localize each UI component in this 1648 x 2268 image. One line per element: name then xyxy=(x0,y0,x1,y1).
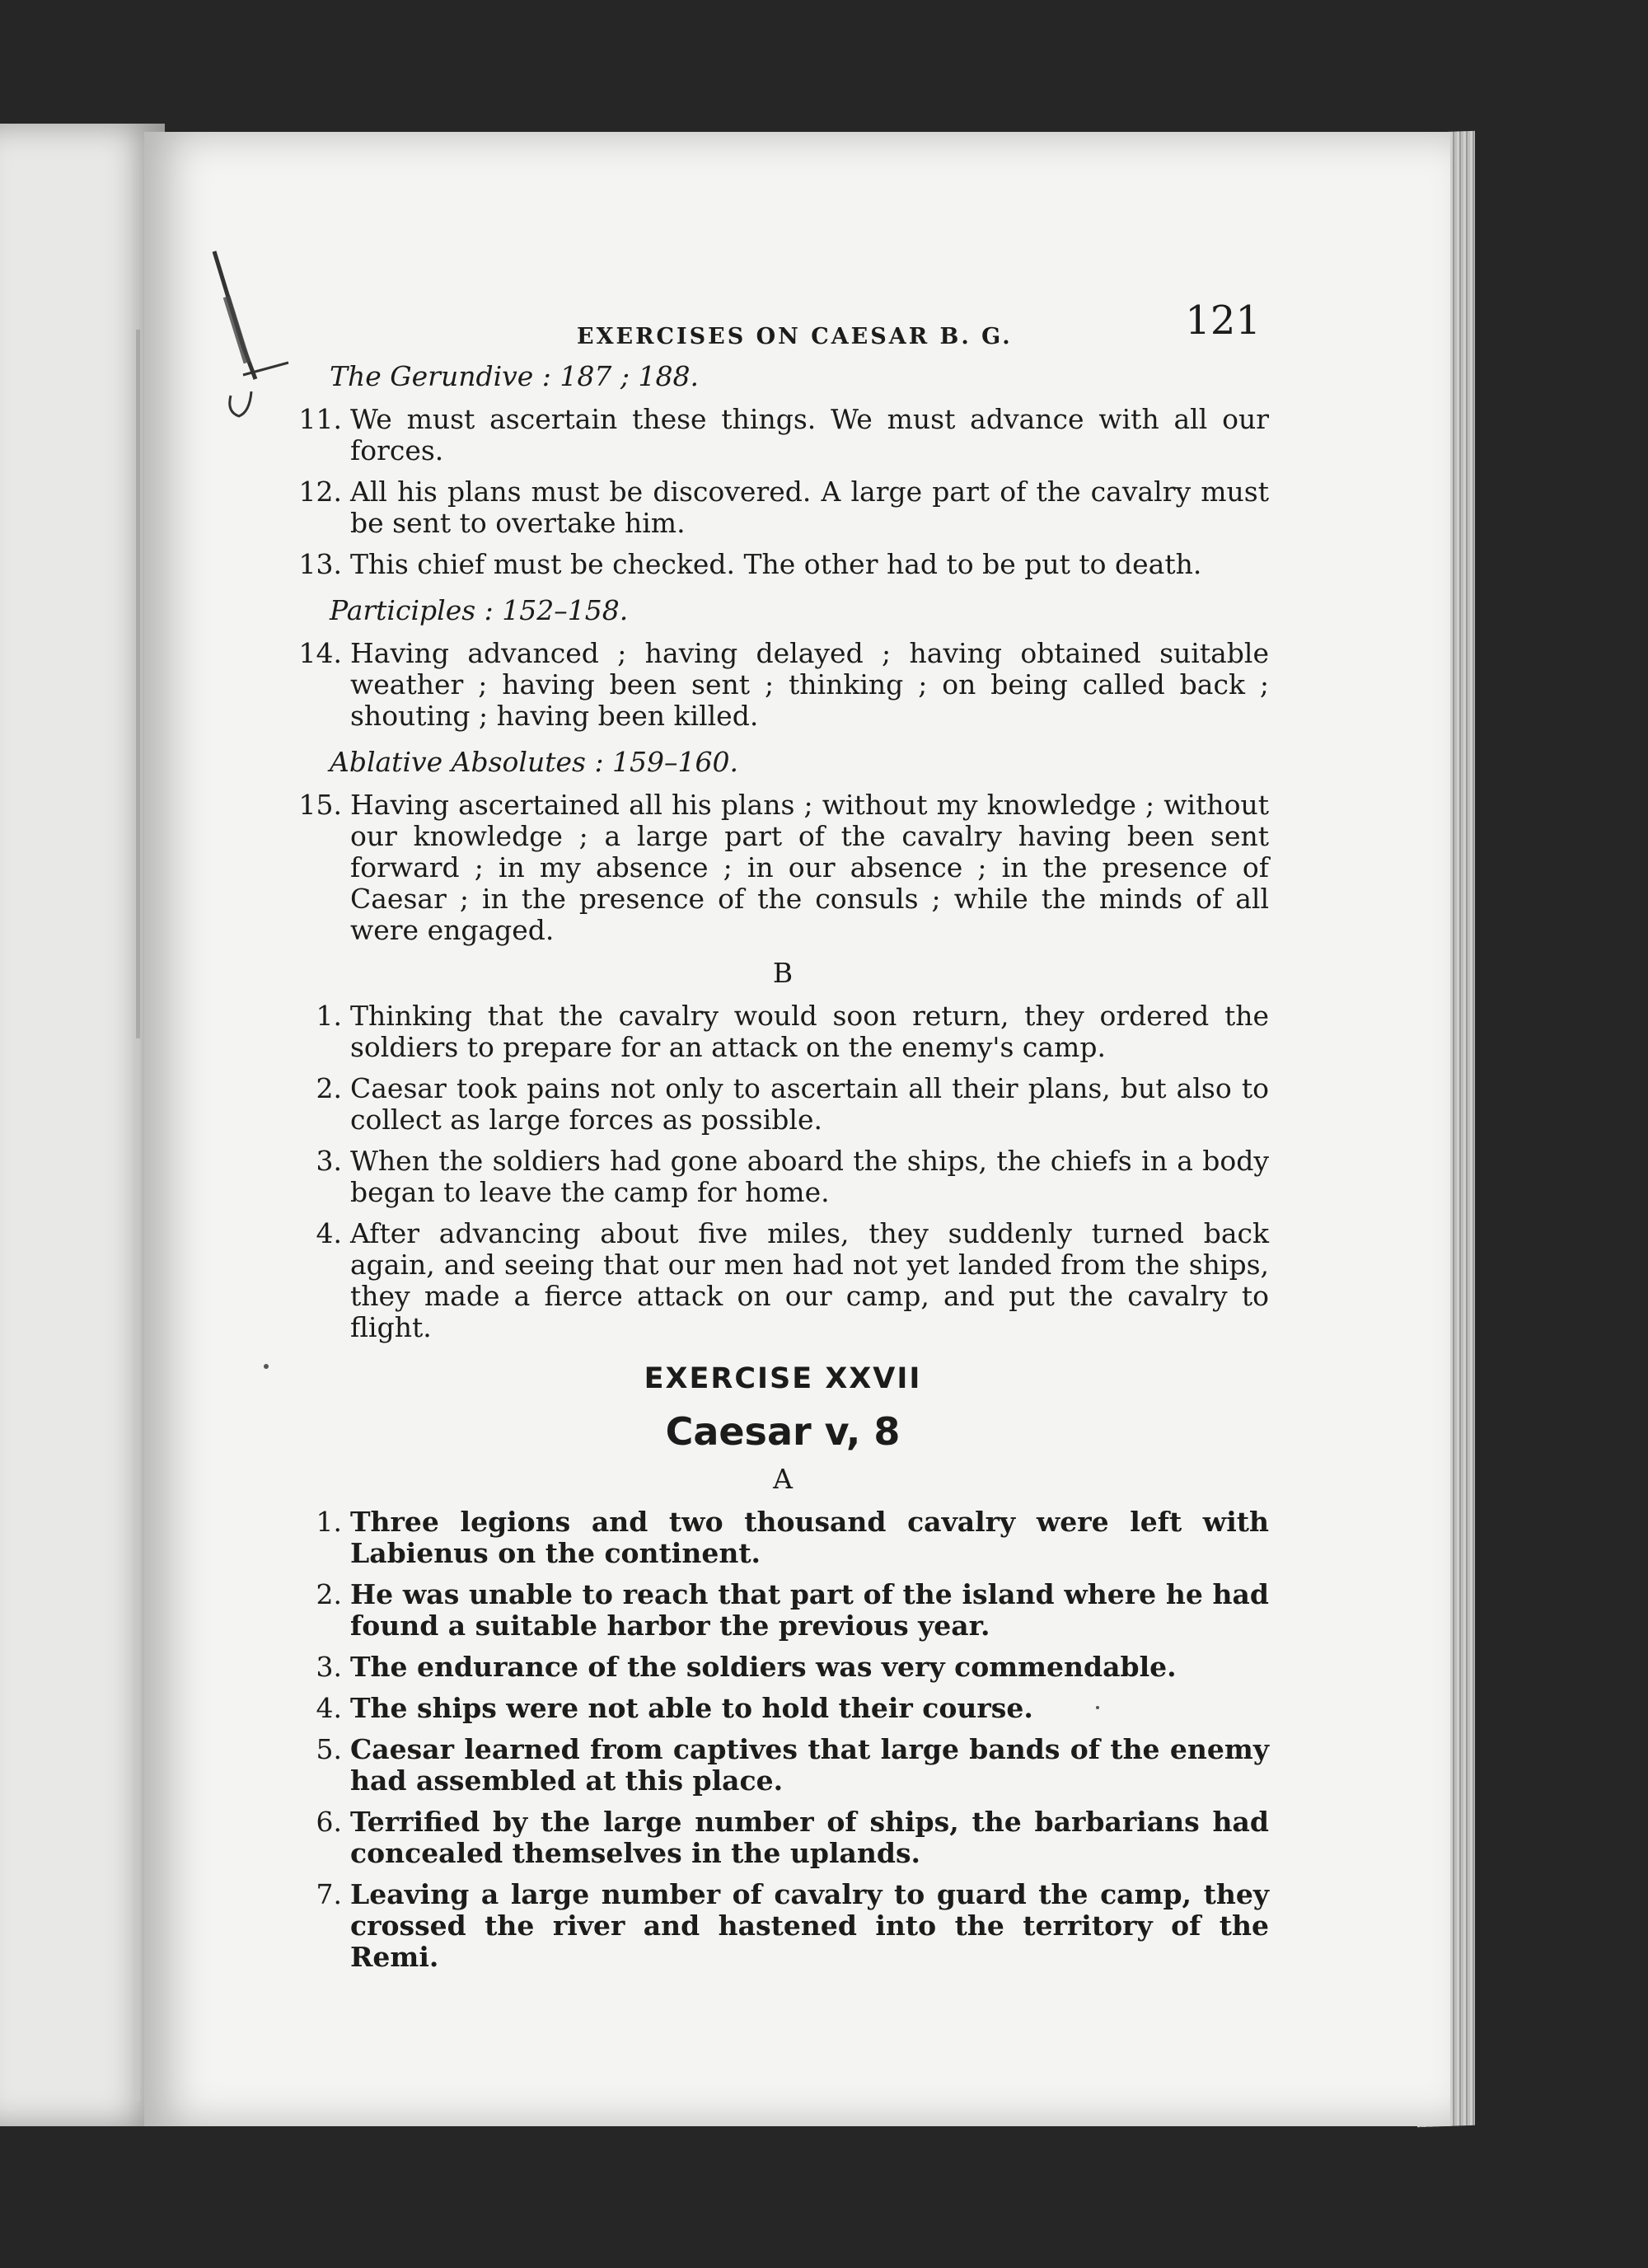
item-text: Terrified by the large number of ships, the barbarians had concealed themselves in the uplands. xyxy=(350,1806,1269,1869)
list-item xyxy=(297,638,1269,732)
item-text: Thinking that the cavalry would soon return, they ordered the soldiers to prepare for an attack on the enemy's camp. xyxy=(350,1000,1269,1063)
facing-page xyxy=(0,124,165,2126)
list-item xyxy=(297,1734,1269,1797)
item-text: Three legions and two thousand cavalry were left with Labienus on the continent. xyxy=(350,1506,1269,1569)
item-text: All his plans must be discovered. A large part of the cavalry must be sent to overtake him. xyxy=(350,476,1269,539)
item-text: Caesar took pains not only to ascertain all their plans, but also to collect as large forces as possible. xyxy=(350,1072,1269,1136)
item-text: The endurance of the soldiers was very commendable. xyxy=(350,1651,1177,1683)
list-item xyxy=(297,790,1269,946)
list-item xyxy=(297,1652,1269,1683)
exercise-title: EXERCISE XXVII xyxy=(644,1362,922,1395)
section-participles xyxy=(297,595,1269,732)
item-number: 12. xyxy=(298,476,342,508)
section-label: Ablative Absolutes : 159–160. xyxy=(330,746,739,778)
list-item xyxy=(297,1073,1269,1136)
running-head: EXERCISES ON CAESAR B. G. xyxy=(577,324,1013,349)
page-header xyxy=(297,288,1269,349)
item-number: 3. xyxy=(316,1145,342,1177)
item-number: 13. xyxy=(298,548,342,580)
list-item xyxy=(297,549,1269,580)
item-number: 6. xyxy=(316,1806,342,1838)
item-number: 4. xyxy=(316,1217,342,1249)
section-label: Participles : 152–158. xyxy=(330,594,629,626)
item-number: 2. xyxy=(316,1578,342,1610)
item-number: 3. xyxy=(316,1651,342,1683)
item-text: Having ascertained all his plans ; without my knowledge ; without our knowledge ; a large part of the cavalry having been sent forward ; in my absence ; in our absence ; in the presence of Caesar ; in the presence of the consuls ; while the minds of all were engaged. xyxy=(350,789,1269,946)
page-number: 121 xyxy=(1185,298,1261,344)
section-label: The Gerundive : 187 ; 188. xyxy=(330,360,699,392)
list-item xyxy=(297,1218,1269,1343)
list-item xyxy=(297,476,1269,539)
item-number: 1. xyxy=(316,1000,342,1032)
list-item xyxy=(297,1507,1269,1569)
list-item xyxy=(297,1146,1269,1208)
item-text: Leaving a large number of cavalry to guard the camp, they crossed the river and hastened into the territory of the Remi. xyxy=(350,1878,1269,1973)
item-text: We must ascertain these things. We must advance with all our forces. xyxy=(350,403,1269,466)
item-text: Having advanced ; having delayed ; having obtained suitable weather ; having been sent ; thinking ; on being called back ; shouting ; having been killed. xyxy=(350,637,1269,732)
item-number: 14. xyxy=(298,637,342,669)
item-number: 11. xyxy=(298,403,342,435)
list-item xyxy=(297,1879,1269,1973)
pencil-mark-icon xyxy=(210,247,301,420)
part-b-list xyxy=(297,1000,1269,1343)
list-item xyxy=(297,1579,1269,1642)
item-text: This chief must be checked. The other had to be put to death. xyxy=(350,548,1202,580)
item-number: 4. xyxy=(316,1692,342,1724)
gutter-shadow xyxy=(136,330,140,2102)
item-number: 2. xyxy=(316,1072,342,1104)
item-number: 7. xyxy=(316,1878,342,1910)
item-number: 15. xyxy=(298,789,342,821)
item-text: Caesar learned from captives that large bands of the enemy had assembled at this place. xyxy=(350,1733,1269,1797)
section-gerundive xyxy=(297,361,1269,580)
list-item xyxy=(297,404,1269,466)
item-text: The ships were not able to hold their course. xyxy=(350,1692,1033,1724)
part-a-heading: A xyxy=(773,1463,793,1495)
item-text: When the soldiers had gone aboard the ships, the chiefs in a body began to leave the camp for home. xyxy=(350,1145,1269,1208)
part-a-list xyxy=(297,1507,1269,1973)
exercise-subtitle: Caesar v, 8 xyxy=(665,1409,901,1454)
part-b-heading: B xyxy=(772,957,794,989)
item-number: 1. xyxy=(316,1506,342,1538)
list-item xyxy=(297,1806,1269,1869)
item-number: 5. xyxy=(316,1733,342,1765)
list-item xyxy=(297,1000,1269,1063)
page-content xyxy=(297,288,1269,1983)
section-ablative-absolutes xyxy=(297,747,1269,946)
speck xyxy=(264,1364,269,1369)
list-item xyxy=(297,1693,1269,1724)
item-text: After advancing about five miles, they suddenly turned back again, and seeing that our men had not yet landed from the ships, they made a fierce attack on our camp, and put the cavalry to flight. xyxy=(350,1217,1269,1343)
item-text: He was unable to reach that part of the island where he had found a suitable harbor the previous year. xyxy=(350,1578,1269,1642)
